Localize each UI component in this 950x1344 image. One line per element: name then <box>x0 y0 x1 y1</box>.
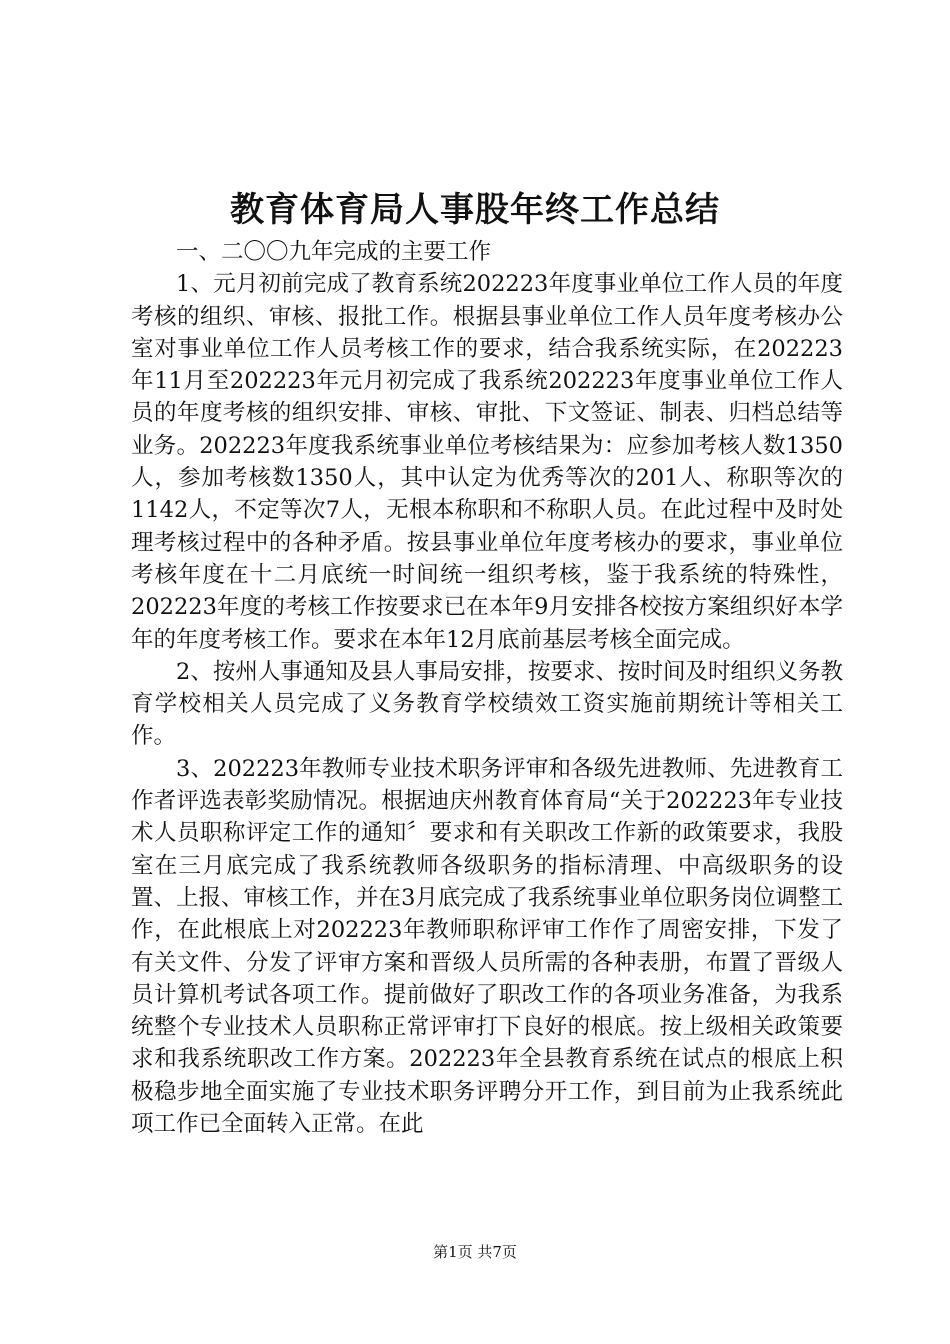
page-footer: 第1页 共7页 <box>433 1243 517 1261</box>
document-body <box>131 236 843 1140</box>
paragraph-3: 3、202223年教师专业技术职务评审和各级先进教师、先进教育工作者评选表彰奖励情况。根据迪庆州教育体育局“关于202223年专业技术人员职称评定工作的通知〞要求和有关职改工作新的政策要求，我股室在三月底完成了我系统教师各级职务的指标清理、中高级职务的设置、上报、审核工作，并在3月底完成了我系统事业单位职务岗位调整工作，在此根底上对202223年教师职称评审工作作了周密安排，下发了有关文件、分发了评审方案和晋级人员所需的各种表册，布置了晋级人员计算机考试各项工作。提前做好了职改工作的各项业务准备，为我系统整个专业技术人员职称正常评审打下良好的根底。按上级相关政策要求和我系统职改工作方案。202223年全县教育系统在试点的根底上积极稳步地全面实施了专业技术职务评聘分开工作，到目前为止我系统此项工作已全面转入正常。在此 <box>131 755 843 1138</box>
section-heading: 一、二〇〇九年完成的主要工作 <box>176 239 492 265</box>
document-title: 教育体育局人事股年终工作总结 <box>230 190 720 230</box>
paragraph-2: 2、按州人事通知及县人事局安排，按要求、按时间及时组织义务教育学校相关人员完成了义务教育学校绩效工资实施前期统计等相关工作。 <box>131 658 843 750</box>
paragraph-1: 1、元月初前完成了教育系统202223年度事业单位工作人员的年度考核的组织、审核、报批工作。根据县事业单位工作人员年度考核办公室对事业单位工作人员考核工作的要求，结合我系统实际，在202223年11月至202223年元月初完成了我系统202223年度事业单位工作人员的年度考核的组织安排、审核、审批、下文签证、制表、归档总结等业务。202223年度我系统事业单位考核结果为：应参加考核人数1350人，参加考核数1350人，其中认定为优秀等次的201人、称职等次的1142人，不定等次7人，无根本称职和不称职人员。在此过程中及时处理考核过程中的各种矛盾。按县事业单位年度考核办的要求，事业单位考核年度在十二月底统一时间统一组织考核，鉴于我系统的特殊性，202223年度的考核工作按要求已在本年9月安排各校按方案组织好本学年的年度考核工作。要求在本年12月底前基层考核全面完成。 <box>131 271 843 653</box>
